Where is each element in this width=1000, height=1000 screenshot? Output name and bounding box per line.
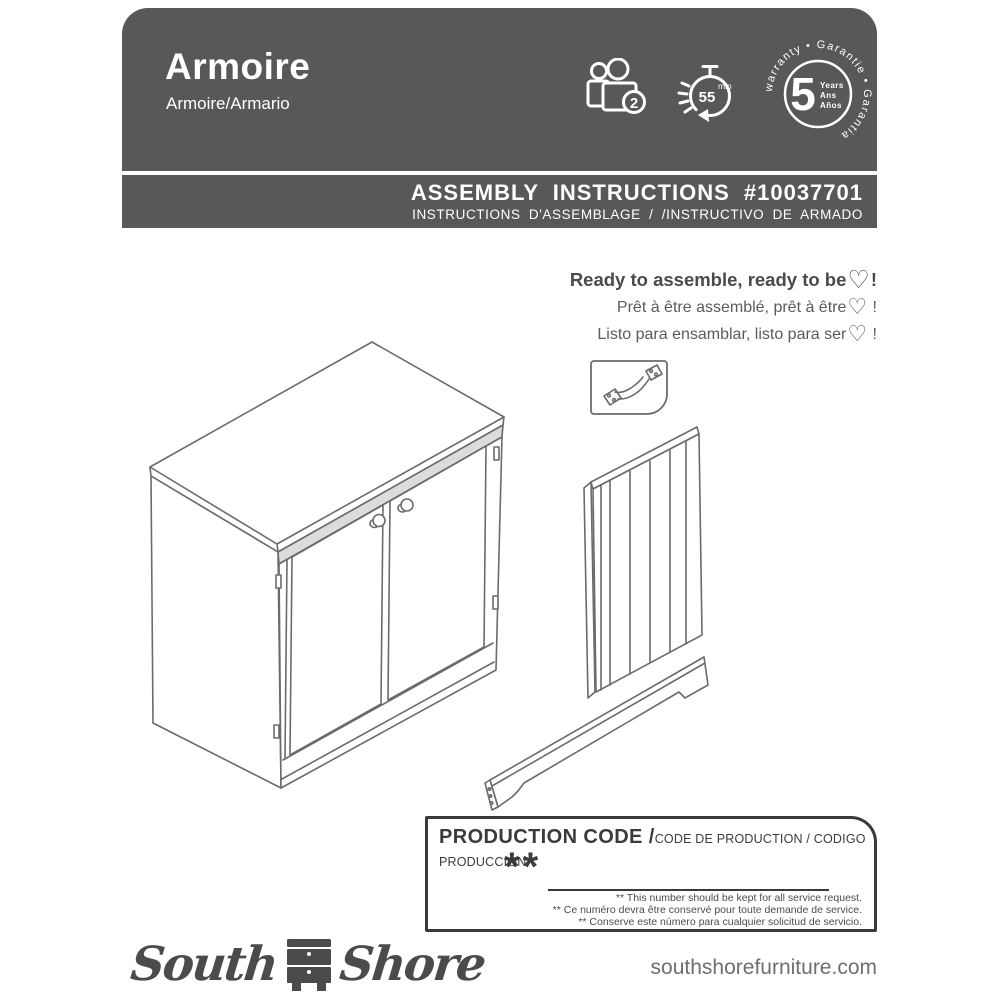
nightstand-icon <box>286 938 332 992</box>
ready-line-es: Listo para ensamblar, listo para ser♡ ! <box>597 322 877 347</box>
production-code-subtitle: CODE DE PRODUCTION / CODIGO PRODUCCION <box>439 832 866 869</box>
badge-word-anos: Años <box>820 101 842 110</box>
production-code-title: PRODUCTION CODE /CODE DE PRODUCTION / CODIGO PRODUCCION <box>439 826 866 869</box>
page-title: Armoire <box>165 46 311 87</box>
heart-icon: ♡ <box>847 322 868 347</box>
beadboard-door-panel-drawing <box>584 427 702 698</box>
people-count: 2 <box>629 95 639 112</box>
ready-line-en: Ready to assemble, ready to be♡! <box>569 265 877 294</box>
badge-arc-text: warranty • Garantie • Garantia <box>762 38 874 143</box>
production-code-box <box>425 816 877 932</box>
production-code-stars: ** <box>504 845 542 889</box>
heart-icon: ♡ <box>847 265 870 294</box>
assembly-instructions-title: ASSEMBLY INSTRUCTIONS #10037701 <box>410 180 863 205</box>
website-url: southshorefurniture.com <box>650 956 877 979</box>
header-band <box>122 8 877 171</box>
page-subtitle: Armoire/Armario <box>166 94 290 113</box>
logo-word-south: South <box>128 936 280 992</box>
assembly-diagram <box>120 330 880 820</box>
production-code-blank-line <box>548 889 829 891</box>
door-handle-drawing <box>591 361 667 414</box>
timer-unit: min <box>718 81 732 91</box>
ready-line-fr: Prêt à être assemblé, prêt à être♡ ! <box>616 295 877 320</box>
note-es: ** Conserve este número para cualquier solicitud de servicio. <box>578 915 862 928</box>
timer-icon <box>674 56 740 124</box>
armoire-assembled-drawing <box>150 342 504 788</box>
two-people-icon <box>584 58 650 118</box>
assembly-instructions-band <box>122 175 877 228</box>
badge-word-ans: Ans <box>820 91 837 100</box>
badge-number: 5 <box>790 68 816 120</box>
warranty-badge-icon <box>762 32 874 152</box>
timer-value: 55 <box>698 89 716 106</box>
note-fr: ** Ce numéro devra être conservé pour toute demande de service. <box>552 903 862 916</box>
logo-word-shore: Shore <box>337 936 488 992</box>
note-en: ** This number should be kept for all service request. <box>615 892 862 904</box>
badge-word-years: Years <box>820 81 844 90</box>
assembly-instructions-subtitle: INSTRUCTIONS D'ASSEMBLAGE / /INSTRUCTIVO DE ARMADO <box>412 207 863 222</box>
heart-icon: ♡ <box>847 295 868 320</box>
production-code-notes <box>553 893 862 928</box>
south-shore-logo <box>128 936 488 992</box>
